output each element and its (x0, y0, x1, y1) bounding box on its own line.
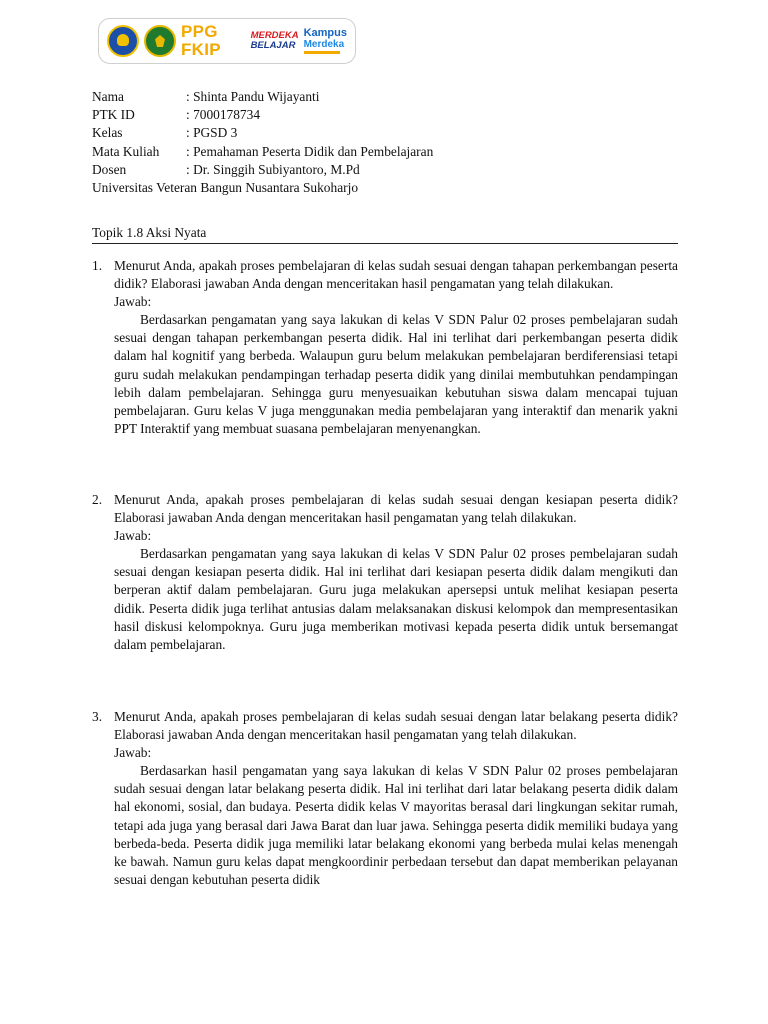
info-label: PTK ID (92, 107, 135, 123)
info-row-kelas (92, 124, 692, 142)
question-text: Menurut Anda, apakah proses pembelajaran di kelas sudah sesuai dengan tahapan perkembangan peserta didik? Elaborasi jawaban Anda dengan menceritakan hasil pengamatan yang telah dilakukan. (114, 258, 678, 292)
info-row-dosen (92, 161, 692, 179)
info-label: Kelas (92, 125, 123, 141)
info-row-nama (92, 88, 692, 106)
question-item-1 (92, 257, 678, 438)
info-row-ptk-id (92, 106, 692, 124)
info-value: : 7000178734 (186, 107, 261, 123)
ppg-fkip-text: PPG FKIP (181, 22, 221, 59)
answer-text: Berdasarkan pengamatan yang saya lakukan di kelas V SDN Palur 02 proses pembelajaran sudah sesuai dengan tahapan perkembangan peserta didik. Hal ini terlihat dari perkembangan peserta didik dalam hal kognitif yang berbeda. Walaupun guru belum melakukan pembelajaran berdiferensiasi tetapi guru sudah melakukan pendampingan terhadap peserta didik yang dinilai membutuhkan pendampingan lebih dalam pembelajaran. Sehingga guru menyesuaikan kebutuhan siswa dalam mencapai tujuan pembelajaran. Guru kelas V juga menggunakan media pembelajaran yang interaktif dan menarik yakni PPT Interaktif yang membuat suasana pembelajaran menyenangkan. (114, 312, 678, 436)
question-item-3 (92, 708, 678, 889)
answer-text: Berdasarkan pengamatan yang saya lakukan di kelas V SDN Palur 02 proses pembelajaran sudah sesuai dengan kesiapan peserta didik. Hal ini terlihat dari kesiapan peserta didik dalam mengikuti dan berperan aktif dalam pembelajaran. Guru juga melakukan apersepsi untuk melihat kesiapan peserta didik. Peserta didik juga terlihat antusias dalam melaksanakan diskusi kelompok dan mempresentasikan hasil diskusi kelompoknya. Guru juga memberikan motivasi kepada peserta didik untuk bersemangat dalam pembelajaran. (114, 546, 678, 652)
info-value: : Pemahaman Peserta Didik dan Pembelajaran (186, 143, 434, 159)
jawab-label: Jawab: (114, 528, 152, 544)
info-label: Dosen (92, 161, 127, 177)
kampus-merdeka-logo (304, 28, 347, 54)
topic-divider (92, 243, 678, 244)
question-text: Menurut Anda, apakah proses pembelajaran di kelas sudah sesuai dengan kesiapan peserta didik? Elaborasi jawaban Anda dengan menceritakan hasil pengamatan yang telah dilakukan. (114, 492, 678, 526)
jawab-label: Jawab: (114, 745, 152, 761)
question-number: 1. (92, 258, 103, 273)
merdeka-kampus-text: Merdeka (303, 39, 345, 50)
info-row-mata-kuliah (92, 143, 692, 161)
question-text: Menurut Anda, apakah proses pembelajaran di kelas sudah sesuai dengan latar belakang peserta didik? Elaborasi jawaban Anda dengan menceritakan hasil pengamatan yang telah dilakukan. (114, 709, 678, 743)
answer-text: Berdasarkan hasil pengamatan yang saya lakukan di kelas V SDN Palur 02 proses pembelajaran sudah sesuai dengan latar belakang peserta didik. Hal ini terlihat dari latar belakang peserta didik dalam hal ekonomi, sosial, dan budaya. Peserta didik kelas V mayoritas berasal dari lingkungan sekitar rumah, tetapi ada juga yang berasal dari Jawa Barat dan luar jawa. Sehingga peserta didik memiliki budaya yang berbeda-beda. Peserta didik juga memiliki latar belakang ekonomi yang berbeda mulai kelas menengah ke bawah. Namun guru kelas dapat mengkoordinir perbedaan tersebut dan dapat memberikan pelayanan sesuai dengan kebutuhan peserta didik (114, 763, 678, 887)
merdeka-belajar-logo (251, 31, 299, 51)
belajar-text: BELAJAR (250, 40, 296, 51)
ppg-fkip-logo (181, 23, 246, 59)
info-value: : Shinta Pandu Wijayanti (186, 89, 320, 104)
info-label: Nama (92, 89, 124, 104)
header-logo-bar (98, 18, 356, 64)
kampus-merdeka-underline (304, 51, 340, 54)
tut-wuri-handayani-logo (107, 25, 139, 57)
question-number: 3. (92, 709, 103, 724)
question-number: 2. (92, 492, 103, 507)
university-logo (144, 25, 176, 57)
jawab-label: Jawab: (114, 294, 152, 310)
info-value: : Dr. Singgih Subiyantoro, M.Pd (186, 161, 360, 177)
merdeka-text: MERDEKA (250, 30, 299, 41)
university-name: Universitas Veteran Bangun Nusantara Sukoharjo (92, 179, 359, 195)
info-value: : PGSD 3 (186, 125, 238, 141)
topic-title: Topik 1.8 Aksi Nyata (92, 225, 207, 240)
question-item-2 (92, 491, 678, 654)
kampus-text: Kampus (303, 27, 347, 39)
info-label: Mata Kuliah (92, 143, 160, 159)
student-info (92, 88, 692, 197)
